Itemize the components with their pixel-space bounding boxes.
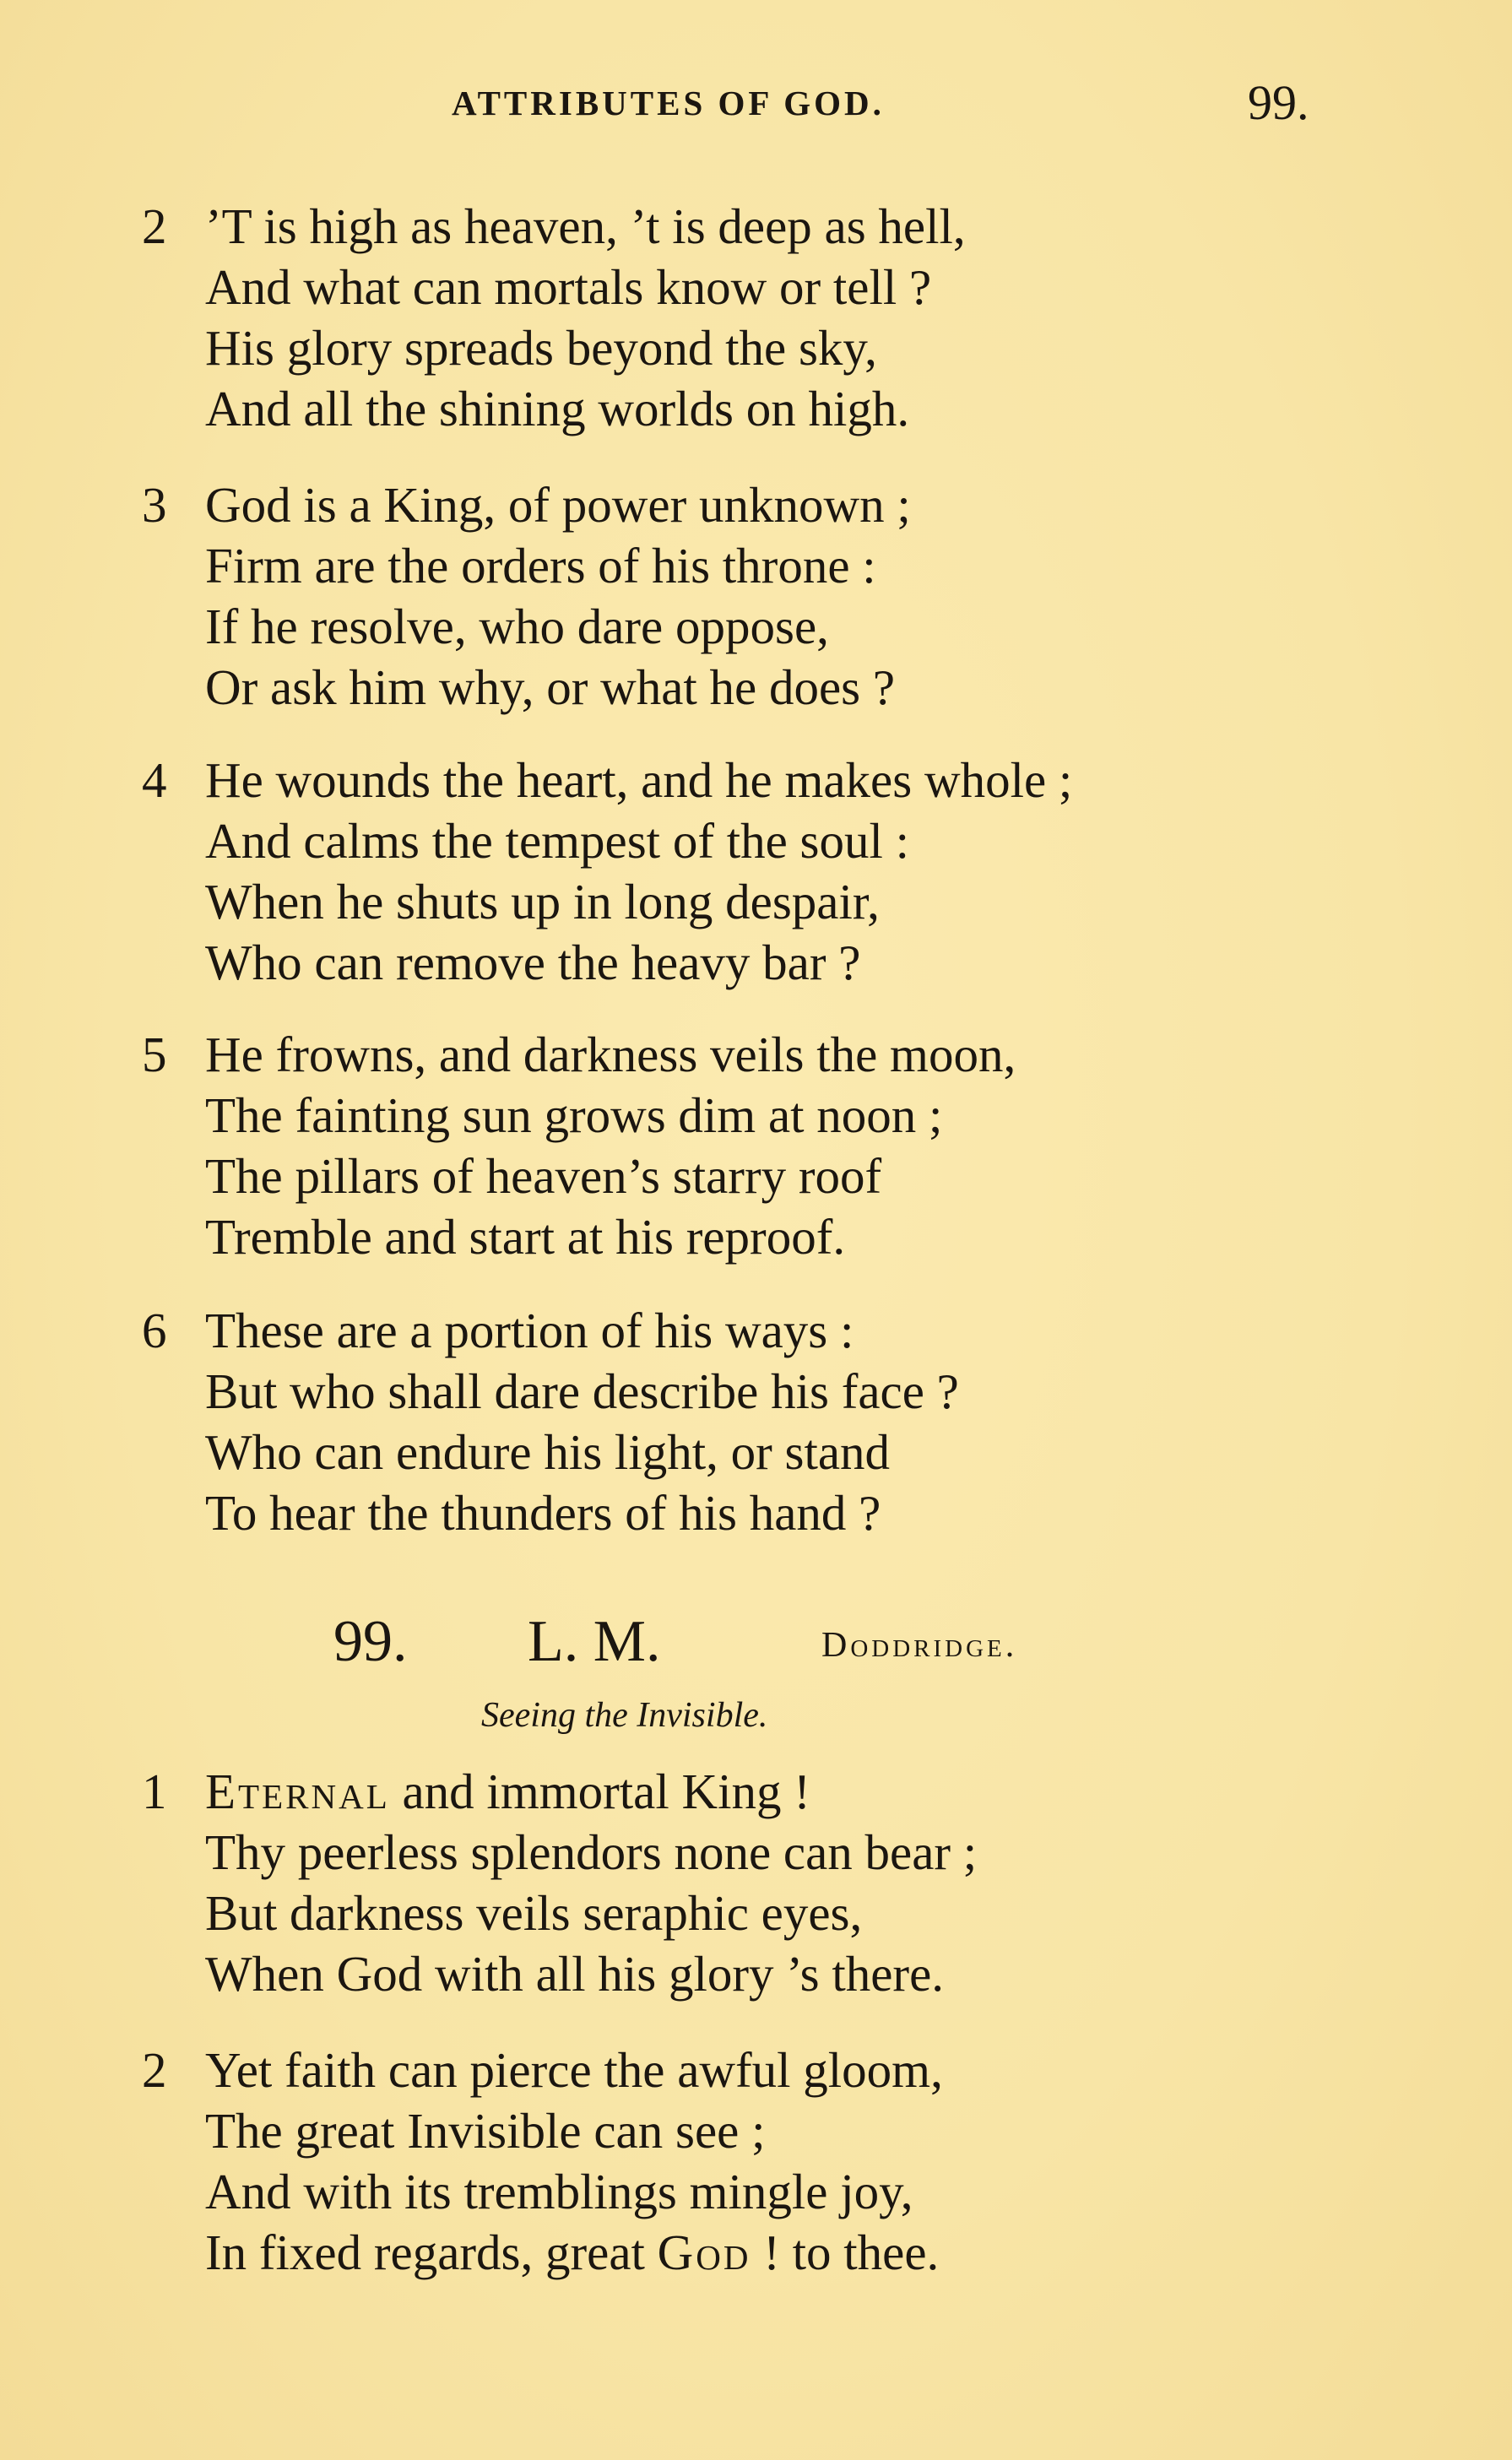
verse-line: Tremble and start at his reproof.: [205, 1209, 846, 1265]
stanza: [142, 1024, 1016, 1267]
verse-line: Thy peerless splendors none can bear ;: [205, 1824, 978, 1880]
verse-line: But who shall dare describe his face ?: [205, 1363, 959, 1419]
verse-line: The fainting sun grows dim at noon ;: [205, 1087, 943, 1143]
stanza: [142, 1300, 959, 1543]
verse-line: And with its tremblings mingle joy,: [205, 2164, 913, 2219]
hymn-header: [333, 1608, 1144, 1676]
verse-line: When he shuts up in long despair,: [205, 874, 880, 929]
verse-line: Yet faith can pierce the awful gloom,: [205, 2042, 943, 2098]
verse-line: ’T is high as heaven, ’t is deep as hell,: [205, 198, 966, 254]
stanza-number: 1: [142, 1764, 167, 1819]
verse-line: Firm are the orders of his throne :: [205, 538, 876, 593]
verse-line: [205, 2222, 943, 2283]
stanza-number: 2: [142, 2042, 167, 2098]
verse-line: But darkness veils seraphic eyes,: [205, 1885, 863, 1941]
opening-word: Eternal: [205, 1764, 390, 1819]
verse-line: And calms the tempest of the soul :: [205, 813, 910, 869]
verse-line: Or ask him why, or what he does ?: [205, 659, 896, 715]
stanza: [142, 2040, 943, 2283]
verse-line: He wounds the heart, and he makes whole ;: [205, 752, 1073, 808]
verse-line: And all the shining worlds on high.: [205, 381, 910, 436]
stanza: [142, 1761, 977, 2004]
verse-line: To hear the thunders of his hand ?: [205, 1485, 881, 1541]
verse-line: God is a King, of power unknown ;: [205, 477, 911, 533]
verse-line: Who can endure his light, or stand: [205, 1424, 891, 1480]
hymn-subtitle: Seeing the Invisible.: [481, 1696, 768, 1735]
verse-line: These are a portion of his ways :: [205, 1303, 854, 1358]
hymn-meter: L. M.: [528, 1609, 661, 1674]
stanza-number: 3: [142, 477, 167, 533]
verse-line-end: ! to thee.: [751, 2224, 940, 2280]
hymn-number: 99.: [333, 1609, 408, 1674]
verse-line: The great Invisible can see ;: [205, 2103, 766, 2159]
running-title: ATTRIBUTES OF GOD.: [452, 84, 885, 122]
stanza: [142, 474, 911, 718]
hymn-author: Doddridge.: [821, 1626, 1018, 1665]
verse-line: He frowns, and darkness veils the moon,: [205, 1027, 1016, 1082]
verse-line: When God with all his glory ’s there.: [205, 1946, 945, 2002]
verse-line-rest: and immortal King !: [389, 1764, 810, 1819]
verse-line: Who can remove the heavy bar ?: [205, 935, 861, 990]
stanza-number: 5: [142, 1027, 167, 1082]
verse-line: [205, 1761, 977, 1822]
stanza-number: 6: [142, 1303, 167, 1358]
verse-line: And what can mortals know or tell ?: [205, 259, 932, 315]
stanza-number: 2: [142, 198, 167, 254]
verse-line-start: In fixed regards, great: [205, 2224, 658, 2280]
verse-line: His glory spreads beyond the sky,: [205, 320, 877, 376]
page-number: 99.: [1248, 75, 1309, 130]
verse-line: If he resolve, who dare oppose,: [205, 599, 829, 654]
stanza-number: 4: [142, 752, 167, 808]
divine-name: God: [657, 2224, 751, 2280]
stanza: [142, 196, 966, 439]
verse-line: The pillars of heaven’s starry roof: [205, 1148, 882, 1204]
stanza: [142, 750, 1072, 993]
